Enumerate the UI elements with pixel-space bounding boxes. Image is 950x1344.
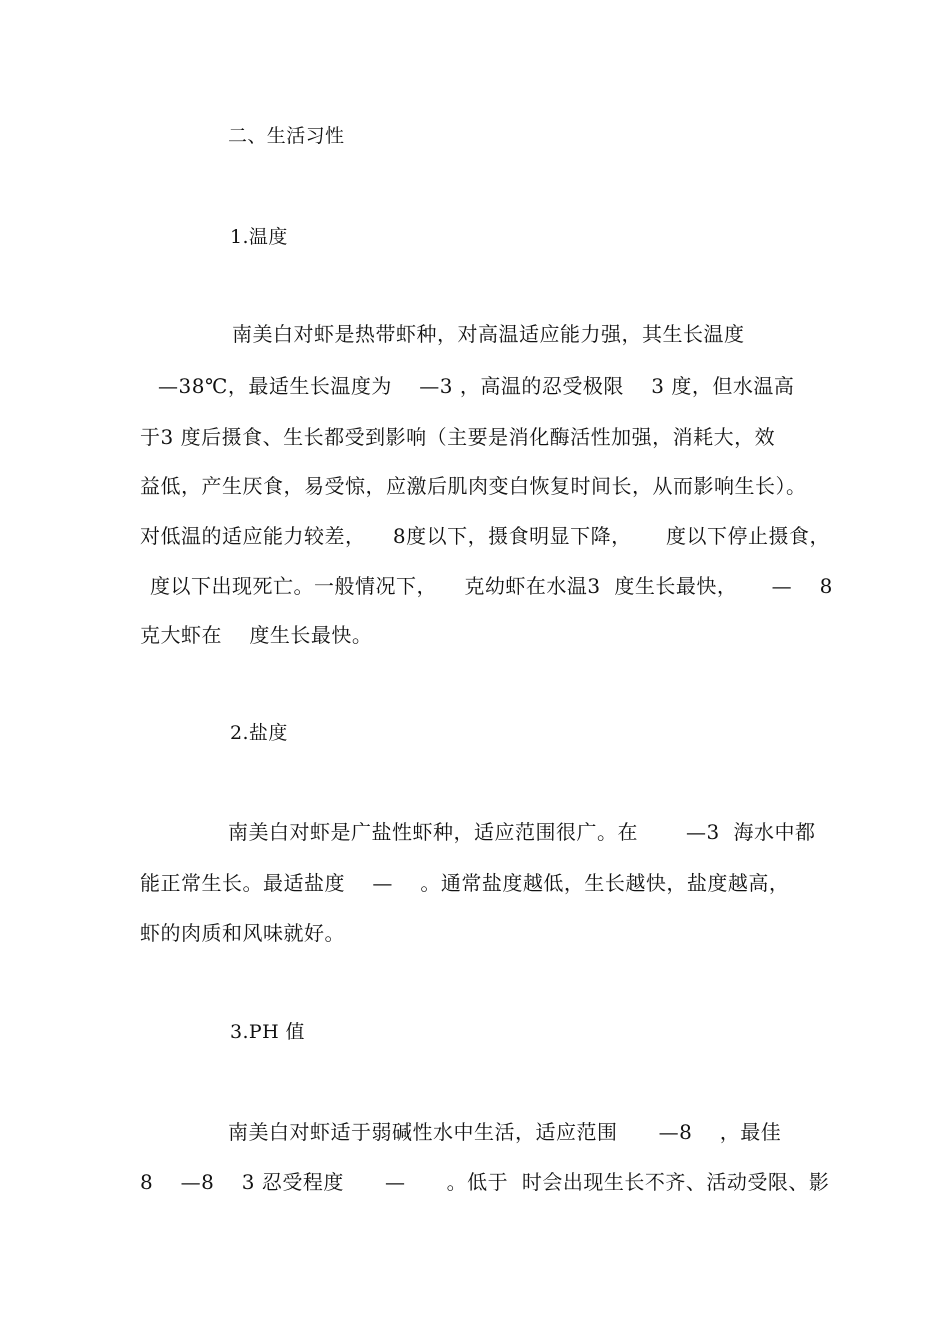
ph-heading: 3.PH 值 bbox=[230, 1021, 305, 1043]
temperature-heading: 1.温度 bbox=[230, 226, 288, 248]
temperature-paragraph-line: 于3 度后摄食、生长都受到影响（主要是消化酶活性加强，消耗大，效 bbox=[140, 425, 776, 449]
salinity-heading: 2.盐度 bbox=[230, 722, 288, 744]
temperature-paragraph-line: —38℃，最适生长温度为 —3 ，高温的忍受极限 3 度，但水温高 bbox=[158, 374, 795, 398]
ph-paragraph-line: 8 —8 3 忍受程度 — 。低于 时会出现生长不齐、活动受限、影 bbox=[140, 1170, 830, 1194]
salinity-paragraph-line: 虾的肉质和风味就好。 bbox=[140, 921, 345, 945]
ph-paragraph-line: 南美白对虾适于弱碱性水中生活，适应范围 —8 ，最佳 bbox=[228, 1120, 782, 1144]
temperature-paragraph-line: 克大虾在 度生长最快。 bbox=[140, 623, 373, 647]
temperature-paragraph-line: 南美白对虾是热带虾种，对高温适应能力强，其生长温度 bbox=[232, 322, 745, 346]
temperature-paragraph-line: 对低温的适应能力较差， 8度以下，摄食明显下降， 度以下停止摄食， bbox=[140, 524, 830, 548]
salinity-paragraph-line: 能正常生长。最适盐度 — 。通常盐度越低，生长越快，盐度越高， bbox=[140, 871, 790, 895]
section-title: 二、生活习性 bbox=[228, 125, 345, 147]
temperature-paragraph-line: 度以下出现死亡。一般情况下， 克幼虾在水温3 度生长最快， — 8 bbox=[150, 574, 833, 598]
salinity-paragraph-line: 南美白对虾是广盐性虾种，适应范围很广。在 —3 海水中都 bbox=[228, 820, 816, 844]
temperature-paragraph-line: 益低，产生厌食，易受惊，应激后肌肉变白恢复时间长，从而影响生长）。 bbox=[140, 474, 807, 498]
